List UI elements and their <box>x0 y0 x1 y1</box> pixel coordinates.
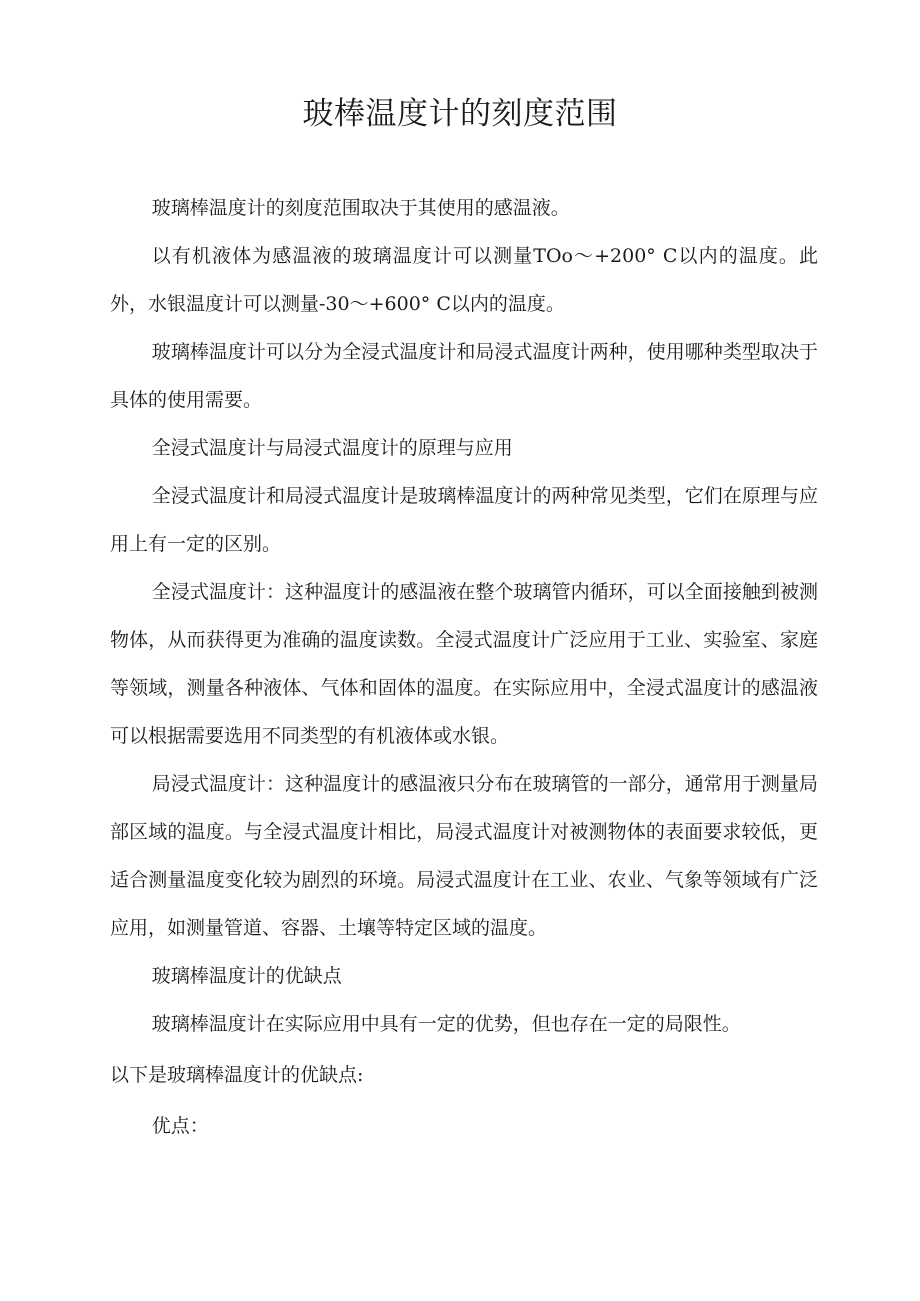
section-heading-pros-cons: 玻璃棒温度计的优缺点 <box>151 965 342 987</box>
paragraph-intro: 玻璃棒温度计的刻度范围取决于其使用的感温液。 <box>151 197 570 219</box>
paragraph-list-intro: 以下是玻璃棒温度计的优缺点: <box>110 1064 364 1086</box>
paragraph-types: 玻璃棒温度计可以分为全浸式温度计和局浸式温度计两种，使用哪种类型取决于具体的使用需要。 <box>110 341 818 411</box>
document-title: 玻棒温度计的刻度范围 <box>302 96 618 132</box>
document-body <box>110 184 818 1150</box>
advantages-label: 优点： <box>151 1115 209 1137</box>
paragraph-measure-range: 以有机液体为感温液的玻璃温度计可以测量TOo～+200° C以内的温度。此外，水银温度计可以测量-30～+600° C以内的温度。 <box>110 245 818 315</box>
section-heading-principles: 全浸式温度计与局浸式温度计的原理与应用 <box>151 437 513 459</box>
paragraph-partial-immersion: 局浸式温度计：这种温度计的感温液只分布在玻璃管的一部分，通常用于测量局部区域的温度。与全浸式温度计相比，局浸式温度计对被测物体的表面要求较低，更适合测量温度变化较为剧烈的环境。局浸式温度计在工业、农业、气象等领域有广泛应用，如测量管道、容器、土壤等特定区域的温度。 <box>110 773 818 939</box>
paragraph-pros-cons-intro: 玻璃棒温度计在实际应用中具有一定的优势，但也存在一定的局限性。 <box>151 1013 741 1035</box>
paragraph-types-difference: 全浸式温度计和局浸式温度计是玻璃棒温度计的两种常见类型，它们在原理与应用上有一定的区别。 <box>110 485 818 555</box>
paragraph-full-immersion: 全浸式温度计：这种温度计的感温液在整个玻璃管内循环，可以全面接触到被测物体，从而获得更为准确的温度读数。全浸式温度计广泛应用于工业、实验室、家庭等领域，测量各种液体、气体和固体的温度。在实际应用中，全浸式温度计的感温液可以根据需要选用不同类型的有机液体或水银。 <box>110 581 818 747</box>
